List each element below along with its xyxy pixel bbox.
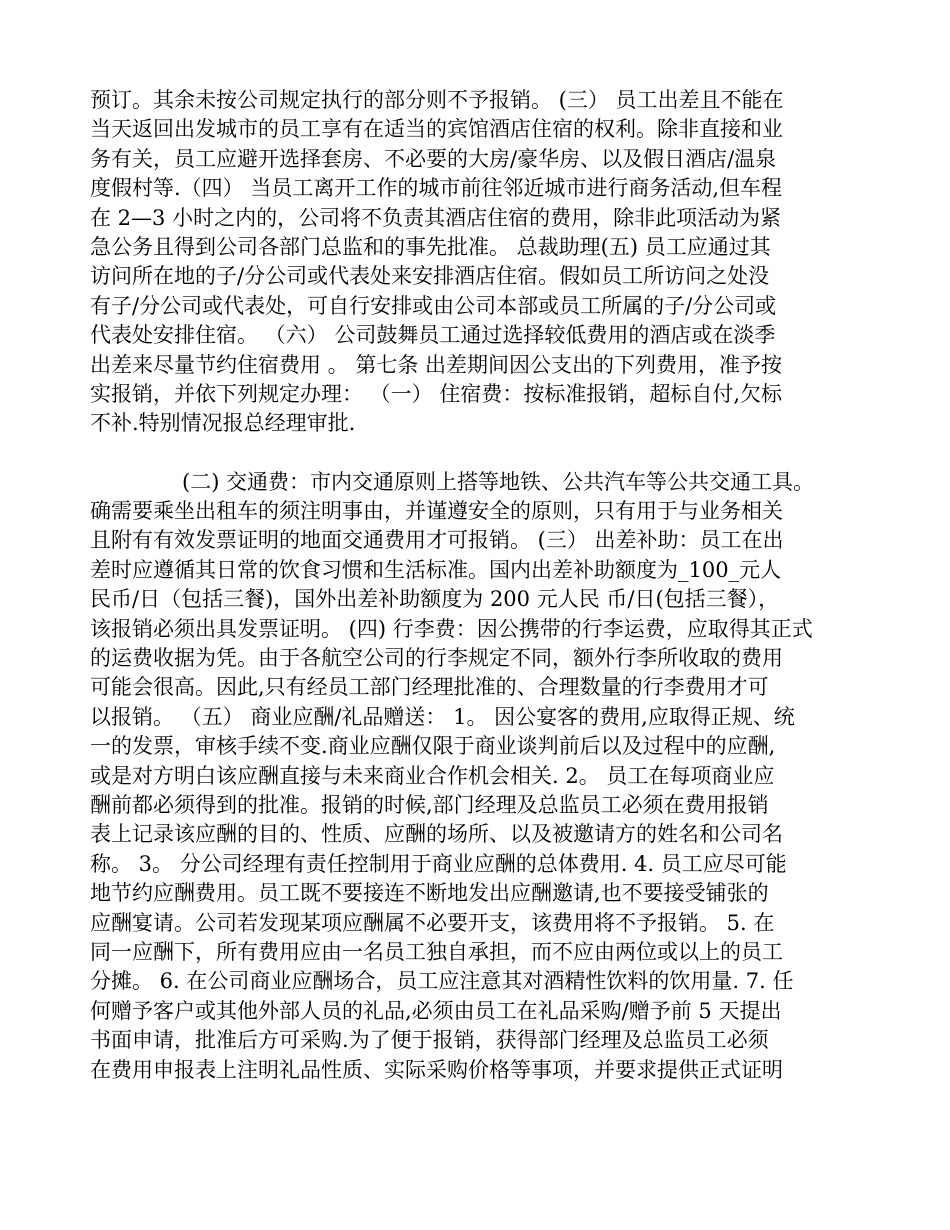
text-line: 可能会很高。因此,只有经员工部门经理批准的、合理数量的行李费用才可 bbox=[90, 675, 769, 700]
text-line: 酬前都必须得到的批准。报销的时候,部门经理及总监员工必须在费用报销 bbox=[90, 792, 769, 817]
text-line: 民币/日（包括三餐)，国外出差补助额度为 200 元人民 币/日(包括三餐）， bbox=[90, 587, 780, 612]
text-line: 称。 3。 分公司经理有责任控制用于商业应酬的总体费用. 4. 员工应尽可能 bbox=[90, 851, 787, 876]
text-line: 的运费收据为凭。由于各航空公司的行李规定不同，额外行李所收取的费用 bbox=[90, 646, 783, 671]
text-line: 书面申请，批准后方可采购.为了便于报销，获得部门经理及总监员工必须 bbox=[90, 1028, 769, 1053]
text-line: 确需要乘坐出租车的须注明事由，并谨遵安全的原则，只有用于与业务相关 bbox=[90, 499, 783, 524]
text-line: 急公务且得到公司各部门总监和的事先批准。 总裁助理(五) 员工应通过其 bbox=[90, 234, 771, 259]
text-line: 在费用申报表上注明礼品性质、实际采购价格等事项，并要求提供正式证明 bbox=[90, 1057, 783, 1082]
text-line: 以报销。 （五） 商业应酬/礼品赠送： 1。 因公宴客的费用,应取得正规、统 bbox=[90, 704, 795, 729]
text-line: 不补.特别情况报总经理审批. bbox=[90, 411, 356, 436]
text-line: 地节约应酬费用。员工既不要接连不断地发出应酬邀请,也不要接受铺张的 bbox=[90, 881, 769, 906]
text-line: 差时应遵循其日常的饮食习惯和生活标准。国内出差补助额度为_100_元人 bbox=[90, 557, 782, 582]
paragraph-spacer bbox=[90, 439, 880, 468]
text-line: 在 2—3 小时之内的，公司将不负责其酒店住宿的费用，除非此项活动为紧 bbox=[90, 205, 782, 230]
paragraph-accommodation bbox=[90, 86, 880, 439]
text-line-indented: (二) 交通费：市内交通原则上搭等地铁、公共汽车等公共交通工具。 bbox=[182, 469, 815, 494]
text-line: 同一应酬下，所有费用应由一名员工独自承担，而不应由两位或以上的员工 bbox=[90, 939, 783, 964]
text-line: 务有关，员工应避开选择套房、不必要的大房/豪华房、以及假日酒店/温泉 bbox=[90, 146, 777, 171]
text-line: 何赠予客户或其他外部人员的礼品,必须由员工在礼品采购/赠予前 5 天提出 bbox=[90, 998, 782, 1023]
text-line: 应酬宴请。公司若发现某项应酬属不必要开支，该费用将不予报销。 5. 在 bbox=[90, 910, 775, 935]
text-line: 出差来尽量节约住宿费用 。 第七条 出差期间因公支出的下列费用，准予按 bbox=[90, 352, 783, 377]
text-line: 当天返回出发城市的员工享有在适当的宾馆酒店住宿的权利。除非直接和业 bbox=[90, 117, 783, 142]
text-line: 访问所在地的子/分公司或代表处来安排酒店住宿。假如员工所访问之处没 bbox=[90, 264, 770, 289]
text-line: 度假村等.（四） 当员工离开工作的城市前往邻近城市进行商务活动,但车程 bbox=[90, 176, 783, 201]
text-line: 或是对方明白该应酬直接与未来商业合作机会相关. 2。 员工在每项商业应 bbox=[90, 763, 775, 788]
document-page bbox=[90, 86, 880, 1085]
paragraph-expenses bbox=[90, 468, 880, 1085]
text-line: 且附有有效发票证明的地面交通费用才可报销。 (三） 出差补助：员工在出 bbox=[90, 528, 784, 553]
text-line: 预订。其余未按公司规定执行的部分则不予报销。 (三） 员工出差且不能在 bbox=[90, 88, 784, 112]
text-line: 分摊。 6. 在公司商业应酬场合，员工应注意其对酒精性饮料的饮用量. 7. 任 bbox=[90, 969, 794, 994]
text-line: 代表处安排住宿。 （六） 公司鼓舞员工通过选择较低费用的酒店或在淡季 bbox=[90, 323, 776, 348]
text-line: 该报销必须出具发票证明。 (四) 行李费：因公携带的行李运费，应取得其正式 bbox=[90, 616, 813, 641]
text-line: 实报销，并依下列规定办理： （一） 住宿费：按标准报销，超标自付,欠标 bbox=[90, 381, 783, 406]
text-line: 表上记录该应酬的目的、性质、应酬的场所、以及被邀请方的姓名和公司名 bbox=[90, 822, 783, 847]
text-line: 一的发票，审核手续不变.商业应酬仅限于商业谈判前后以及过程中的应酬, bbox=[90, 734, 776, 759]
text-line: 有子/分公司或代表处，可自行安排或由公司本部或员工所属的子/分公司或 bbox=[90, 293, 777, 318]
